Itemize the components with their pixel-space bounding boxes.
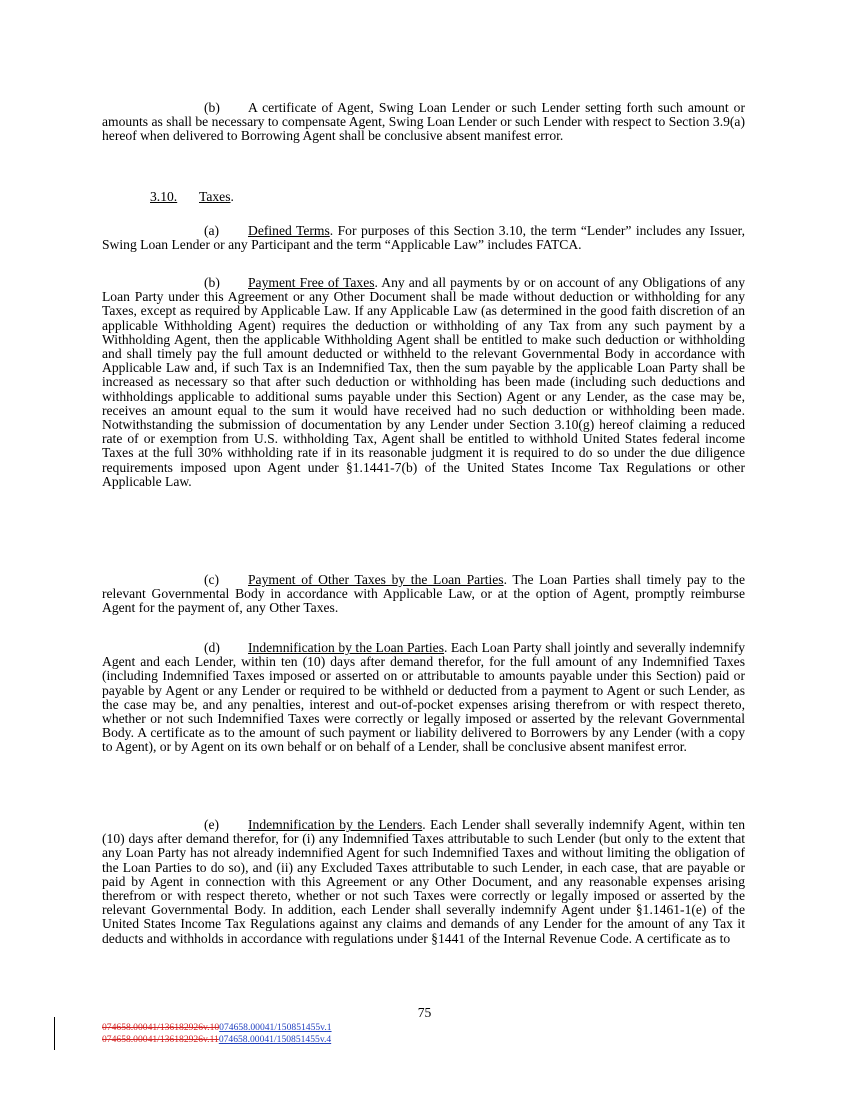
paragraph-label: (a): [204, 223, 220, 238]
deleted-doc-id: 074658.00041/136182926v.11: [102, 1033, 219, 1045]
paragraph-b: (b) Payment Free of Taxes. Any and all payments by or on account of any Obligations of any Loan Party under this Agreement or any Other Document shall be made without deduction or withholding for any Taxes, except as required by Applicable Law. If any Applicable Law (as determined in the good faith discretion of an applicable Withholding Agent) requires the deduction or withholding of any Tax from any such payment by a Withholding Agent, then the applicable Withholding Agent shall be entitled to make such deduction or withholding and shall timely pay the full amount deducted or withheld to the relevant Governmental Body in accordance with Applicable Law and, if such Tax is an Indemnified Tax, then the sum payable by the applicable Loan Party shall be increased as necessary so that after such deduction or withholding has been made (including such deductions and withholdings applicable to additional sums payable under this Section) Agent or any Lender, as the case may be, receives an amount equal to the sum it would have received had no such deduction or withholding been made. Notwithstanding the submission of documentation by any Lender under Section 3.10(g) hereof claiming a reduced rate of or exemption from U.S. withholding Tax, Agent shall be entitled to withhold United States federal income Taxes at the full 30% withholding rate if in its reasonable judgment it is required to do so under the due diligence requirements imposed upon Agent under §1.1441-7(b) of the United States Income Tax Regulations or other Applicable Law.: [102, 275, 746, 489]
paragraph-e: (e) Indemnification by the Lenders. Each Lender shall severally indemnify Agent, within ten (10) days after demand therefor, for (i) any Indemnified Taxes attributable to such Lender (but only to the extent that any Loan Party has not already indemnified Agent for such Indemnified Taxes and without limiting the obligation of the Loan Parties to do so), and (ii) any Excluded Taxes attributable to such Lender, in each case, that are payable or paid by Agent in connection with this Agreement or any Other Document, and any reasonable expenses arising therefrom or with respect thereto, whether or not such Taxes were correctly or legally imposed or asserted by the relevant Governmental Body. In addition, each Lender shall severally indemnify Agent under §1.1461-1(e) of the United States Income Tax Regulations against any claims and demands of any Lender for the amount of any Tax it deducts and withholds in accordance with regulations under §1441 of the Internal Revenue Code. A certificate as to: [102, 817, 746, 946]
inserted-doc-id: 074658.00041/150851455v.1: [219, 1022, 332, 1033]
paragraph-d: (d) Indemnification by the Loan Parties. Each Loan Party shall jointly and severally indemnify Agent and each Lender, within ten (10) days after demand therefor, for the full amount of any Indemnified Taxes (including Indemnified Taxes imposed or asserted on or attributable to amounts payable under this Section) paid or payable by Agent or any Lender or required to be withheld or deducted from a payment to Agent or such Lender, as the case may be, and any penalties, interest and out-of-pocket expenses arising therefrom or with respect thereto, whether or not such Indemnified Taxes were correctly or legally imposed or asserted by the relevant Governmental Body. A certificate as to the amount of such payment or liability delivered to Borrowers by any Lender (with a copy to Agent), or by Agent on its own behalf or on behalf of a Lender, shall be conclusive absent manifest error.: [102, 640, 746, 755]
paragraph-a: (a) Defined Terms. For purposes of this Section 3.10, the term “Lender” includes any Issuer, Swing Loan Lender or any Participant and the term “Applicable Law” includes FATCA.: [102, 223, 745, 253]
paragraph-label: (b): [204, 275, 220, 290]
paragraph-text: The Loan Parties shall timely pay to the relevant Governmental Body in accordance with Applicable Law, or at the option of Agent, promptly reimburse Agent for the payment of, any Other Taxes.: [102, 572, 745, 616]
paragraph-text: Each Loan Party shall jointly and severally indemnify Agent and each Lender, within ten (10) days after demand therefor, for the full amount of any Indemnified Taxes (including Indemnified Taxes imposed or asserted on or attributable to amounts payable under this Section) paid or payable by Agent or any Lender or required to be withheld or deducted from a payment to Agent or such Lender, as the case may be, and any penalties, interest and out-of-pocket expenses arising therefrom or with respect thereto, whether or not such Indemnified Taxes were correctly or legally imposed or asserted by the relevant Governmental Body. A certificate as to the amount of such payment or liability delivered to Borrowers by any Lender (with a copy to Agent), or by Agent on its own behalf or on behalf of a Lender, shall be conclusive absent manifest error.: [102, 640, 746, 755]
paragraph-label: (e): [204, 817, 220, 832]
paragraph-label: (d): [204, 640, 220, 655]
section-number: 3.10.: [150, 189, 178, 204]
page-number: 75: [417, 1005, 432, 1020]
footer-line-2: [102, 1034, 332, 1046]
document-footer: [102, 1022, 332, 1045]
footer-line-1: [102, 1022, 332, 1034]
paragraph-title: Indemnification by the Loan Parties: [248, 640, 444, 655]
paragraph-label: (c): [204, 572, 220, 587]
paragraph-text: Any and all payments by or on account of any Obligations of any Loan Party under this Agreement or any Other Document shall be made without deduction or withholding for any Taxes, except as required by Applicable Law. If any Applicable Law (as determined in the good faith discretion of an applicable Withholding Agent) requires the deduction or withholding of any Tax from any such payment by a Withholding Agent, then the applicable Withholding Agent shall be entitled to make such deduction or withholding and shall timely pay the full amount deducted or withheld to the relevant Governmental Body in accordance with Applicable Law and, if such Tax is an Indemnified Tax, then the sum payable by the applicable Loan Party shall be increased as necessary so that after such deduction or withholding has been made (including such deductions and withholdings applicable to additional sums payable under this Section) Agent or any Lender, as the case may be, receives an amount equal to the sum it would have received had no such deduction or withholding been made. Notwithstanding the submission of documentation by any Lender under Section 3.10(g) hereof claiming a reduced rate of or exemption from U.S. withholding Tax, Agent shall be entitled to withhold United States federal income Taxes at the full 30% withholding rate if in its reasonable judgment it is required to do so under the due diligence requirements imposed upon Agent under §1.1441-7(b) of the United States Income Tax Regulations or other Applicable Law.: [102, 275, 746, 489]
inserted-doc-id: 074658.00041/150851455v.4: [218, 1033, 332, 1045]
paragraph-text: Each Lender shall severally indemnify Agent, within ten (10) days after demand therefor, for (i) any Indemnified Taxes attributable to such Lender (but only to the extent that any Loan Party has not already indemnified Agent for such Indemnified Taxes and without limiting the obligation of the Loan Parties to do so), and (ii) any Excluded Taxes attributable to such Lender, in each case, that are payable or paid by Agent in connection with this Agreement or any Other Document, and any reasonable expenses arising therefrom or with respect thereto, whether or not such Taxes were correctly or legally imposed or asserted by the relevant Governmental Body. In addition, each Lender shall severally indemnify Agent under §1.1461-1(e) of the United States Income Tax Regulations against any claims and demands of any Lender for the amount of any Tax it deducts and withholds in accordance with regulations under §1441 of the Internal Revenue Code. A certificate as to: [102, 817, 746, 946]
paragraph-b-certificate: [102, 101, 745, 144]
change-bar: [54, 1017, 55, 1050]
paragraph-text: For purposes of this Section 3.10, the term “Lender” includes any Issuer, Swing Loan Lender or any Participant and the term “Applicable Law” includes FATCA.: [102, 223, 745, 253]
paragraph-label: (b): [204, 100, 220, 115]
paragraph-text: A certificate of Agent, Swing Loan Lender or such Lender setting forth such amount or amounts as shall be necessary to compensate Agent, Swing Loan Lender or such Lender with respect to Section 3.9(a) hereof when delivered to Borrowing Agent shall be conclusive absent manifest error.: [102, 100, 745, 144]
paragraph-title: Payment of Other Taxes by the Loan Parties: [248, 572, 504, 587]
section-title: Taxes: [199, 189, 231, 204]
section-heading: 3.10. Taxes.: [150, 189, 234, 204]
deleted-doc-id: 074658.00041/136182926v.10: [102, 1022, 220, 1033]
paragraph-title: Defined Terms: [248, 223, 330, 238]
paragraph-title: Payment Free of Taxes: [248, 275, 375, 290]
paragraph-c: (c) Payment of Other Taxes by the Loan Parties. The Loan Parties shall timely pay to the relevant Governmental Body in accordance with Applicable Law, or at the option of Agent, promptly reimburse Agent for the payment of, any Other Taxes.: [102, 572, 745, 616]
paragraph-title: Indemnification by the Lenders: [248, 817, 423, 832]
